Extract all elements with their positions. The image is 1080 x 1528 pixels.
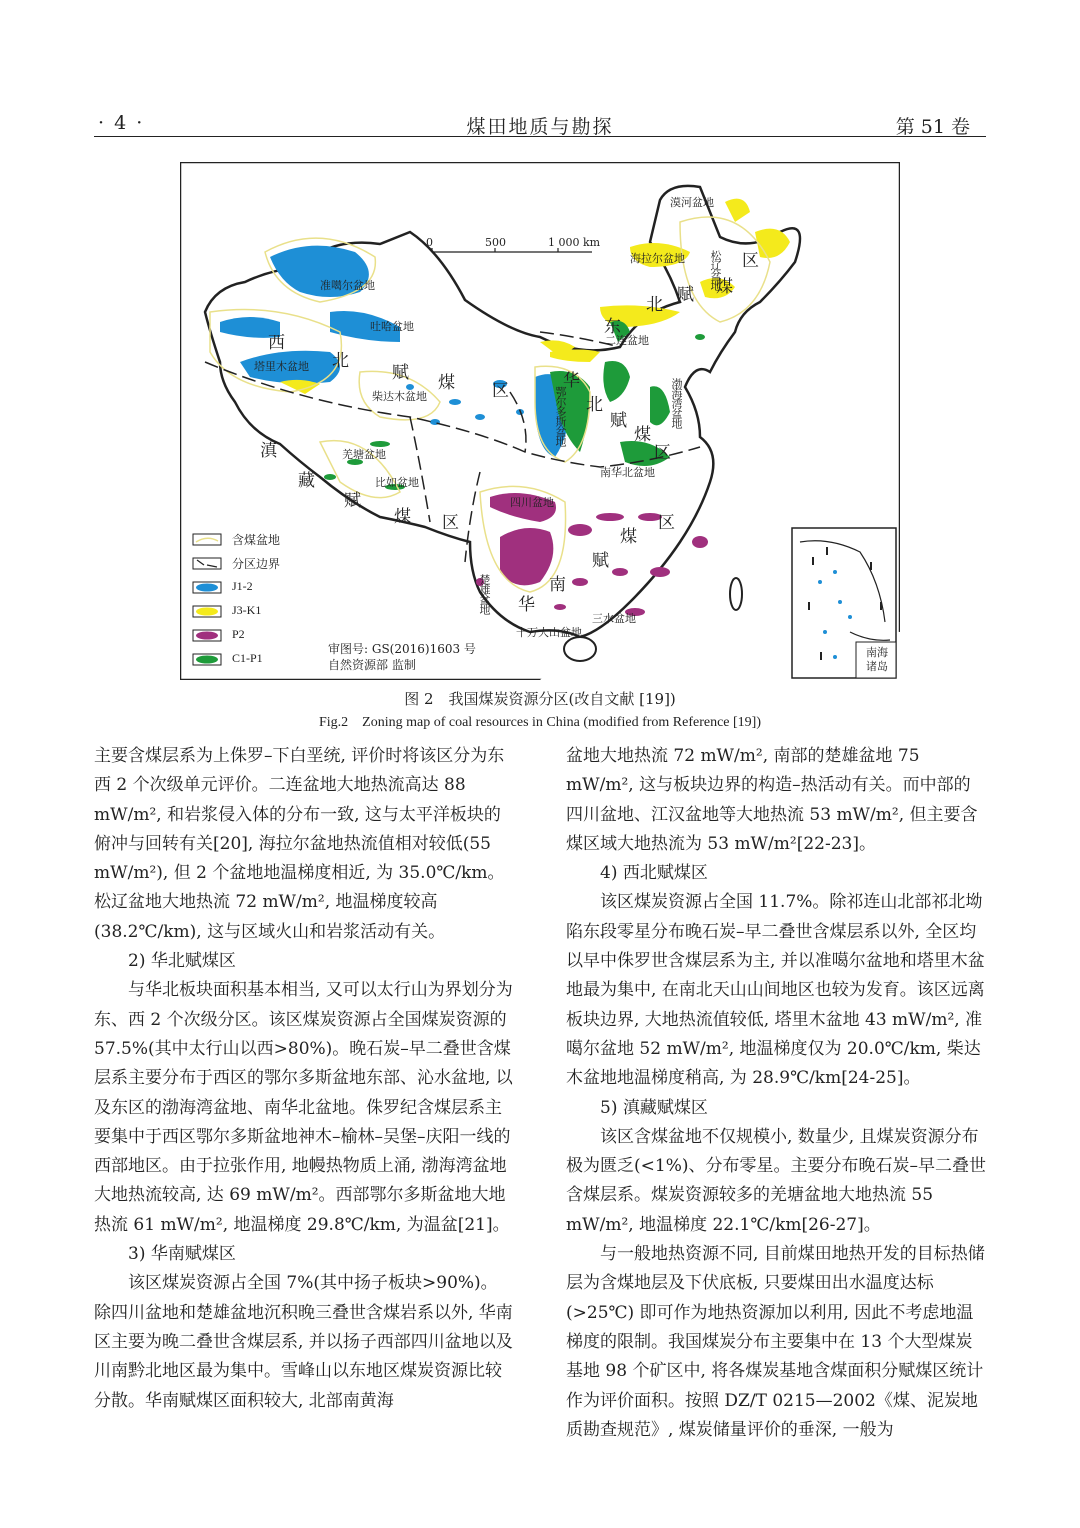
basin-label: 十万大山盆地 [516, 626, 582, 639]
basin-label: 塔里木盆地 [254, 360, 309, 373]
approval-number: 审图号: GS(2016)1603 号 [328, 642, 476, 656]
coal-zoning-map [180, 162, 900, 680]
left-column [94, 742, 514, 1416]
journal-title: 煤田地质与勘探 [466, 116, 614, 138]
p2-swatch [192, 629, 222, 642]
basin-label: 羌塘盆地 [342, 448, 386, 461]
zone-char: 北 [332, 351, 349, 371]
legend-label: C1-P1 [232, 651, 263, 665]
coal-basin-swatch [192, 533, 222, 546]
zone-char: 煤 [394, 507, 411, 527]
figure-caption-en: Fig.2 Zoning map of coal resources in China (modified from Reference [19]) [318, 715, 762, 730]
basin-label: 鄂尔多斯盆地 [554, 386, 567, 446]
zone-char: 东 [604, 317, 621, 337]
zone-char: 煤 [634, 425, 651, 445]
zone-char: 藏 [298, 471, 315, 491]
page-number: · 4 · [98, 112, 145, 134]
paragraph: 该区煤炭资源占全国 7%(其中扬子板块>90%)。除四川盆地和楚雄盆地沉积晚三叠世含煤岩系以外, 华南区主要为晚二叠世含煤层系, 并以扬子西部四川盆地以及川南黔北地区最为集中。雪峰山以东地区煤炭资源比较分散。华南赋煤区面积较大, 北部南黄海 [94, 1273, 513, 1411]
volume-number: 第 51 卷 [895, 116, 970, 138]
map-graphic [180, 162, 900, 680]
basin-label: 漠河盆地 [670, 196, 714, 209]
zone-char: 区 [742, 251, 759, 271]
figure-caption-cn: 图 2 我国煤炭资源分区(改自文献 [19]) [404, 690, 676, 708]
zone-char: 滇 [260, 441, 277, 461]
basin-label: 准噶尔盆地 [320, 279, 375, 292]
zone-char: 区 [654, 443, 671, 463]
paragraph: 该区煤炭资源占全国 11.7%。除祁连山北部祁北坳陷东段零星分布晚石炭–早二叠世含煤层系以外, 全区均以早中侏罗世含煤层系为主, 并以准噶尔盆地和塔里木盆地最为集中, 在南北天山山间地区也较为发育。该区远离板块边界, 大地热流值较低, 塔里木盆地 43 mW/m², 准噶尔盆地 52 mW/m², 地温梯度仅为 20.0℃/km, 柴达木盆地地温梯度稍高, 为 28.9℃/km[24-25]。 [566, 892, 985, 1089]
scale-label-1000: 1 000 km [548, 236, 601, 249]
scale-label-0: 0 [426, 236, 433, 249]
basin-label: 松辽盆地 [709, 250, 722, 290]
right-column [566, 742, 986, 1445]
section-heading: 4) 西北赋煤区 [600, 863, 708, 884]
basin-label: 柴达木盆地 [372, 390, 427, 403]
zone-char: 华 [518, 595, 535, 615]
basin-label: 二连盆地 [605, 334, 649, 347]
basin-label: 吐哈盆地 [370, 320, 414, 333]
legend-label: 分区边界 [232, 557, 281, 571]
zone-char: 区 [658, 513, 675, 533]
zone-char: 赋 [677, 285, 694, 305]
approval-authority: 自然资源部 监制 [328, 658, 416, 672]
legend-label: J3-K1 [232, 603, 262, 617]
zone-char: 赋 [392, 363, 409, 383]
basin-label: 三水盆地 [592, 612, 636, 625]
zone-char: 赋 [344, 491, 361, 511]
legend-label: P2 [232, 627, 245, 641]
zone-char: 煤 [620, 527, 637, 547]
paragraph: 与华北板块面积基本相当, 又可以太行山为界划分为东、西 2 个次级分区。该区煤炭资源占全国煤炭资源的 57.5%(其中太行山以西>80%)。晚石炭–早二叠世含煤层系主要分布于西区的鄂尔多斯盆地东部、沁水盆地, 以及东区的渤海湾盆地、南华北盆地。侏罗纪含煤层系主要集中于西区鄂尔多斯盆地神木–榆林–吴堡–庆阳一线的西部地区。由于拉张作用, 地幔热物质上涌, 渤海湾盆地大地热流较高, 达 69 mW/m²。西部鄂尔多斯盆地大地热流 61 mW/m², 地温梯度 29.8℃/km, 为温盆[21]。 [94, 980, 513, 1235]
header-rule [94, 136, 986, 137]
inset-label: 南海诸岛 [866, 646, 888, 673]
map-approval-note [328, 641, 476, 673]
zone-char: 北 [646, 295, 663, 315]
c1p1-swatch [192, 653, 222, 666]
section-heading: 5) 滇藏赋煤区 [600, 1097, 708, 1118]
section-heading: 2) 华北赋煤区 [128, 951, 236, 972]
basin-label: 渤海湾盆地 [670, 378, 683, 428]
paragraph: 主要含煤层系为上侏罗–下白垩统, 评价时将该区分为东西 2 个次级单元评价。二连盆地大地热流高达 88 mW/m², 和岩浆侵入体的分布一致, 这与太平洋板块的俯冲与回转有关[20], 海拉尔盆地热流值相对较低(55 mW/m²), 但 2 个盆地地温梯度相近, 为 35.0℃/km。松辽盆地大地热流 72 mW/m², 地温梯度较高(38.2℃/km), 这与区域火山和岩浆活动有关。 [94, 746, 505, 942]
page-header [94, 108, 986, 138]
basin-label: 海拉尔盆地 [630, 252, 685, 265]
zone-char: 南 [549, 575, 566, 595]
zone-char: 煤 [716, 277, 733, 297]
zone-char: 西 [268, 333, 285, 353]
legend-label: 含煤盆地 [232, 533, 281, 547]
scale-label-500: 500 [485, 236, 506, 249]
paragraph: 盆地大地热流 72 mW/m², 南部的楚雄盆地 75 mW/m², 这与板块边界的构造–热活动有关。而中部的四川盆地、江汉盆地等大地热流 53 mW/m², 但主要含煤区域大地热流为 53 mW/m²[22-23]。 [566, 746, 978, 854]
section-heading: 3) 华南赋煤区 [128, 1244, 236, 1265]
j3k1-swatch [192, 605, 222, 618]
basin-label: 南华北盆地 [600, 466, 655, 479]
legend-label: J1-2 [232, 579, 253, 593]
zone-char: 赋 [610, 411, 627, 431]
basin-label: 四川盆地 [510, 496, 554, 509]
paragraph: 该区含煤盆地不仅规模小, 数量少, 且煤炭资源分布极为匮乏(<1%)、分布零星。主要分布晚石炭–早二叠世含煤层系。煤炭资源较多的羌塘盆地大地热流 55 mW/m², 地温梯度 22.1℃/km[26-27]。 [566, 1126, 986, 1235]
basin-label: 比如盆地 [375, 476, 419, 489]
zone-char: 北 [586, 395, 603, 415]
basin-label: 楚雄盆地 [478, 574, 491, 614]
zone-char: 赋 [592, 551, 609, 571]
j12-swatch [192, 581, 222, 594]
paragraph: 与一般地热资源不同, 目前煤田地热开发的目标热储层为含煤地层及下伏底板, 只要煤田出水温度达标(>25℃) 即可作为地热资源加以利用, 因此不考虑地温梯度的限制。我国煤炭分布主要集中在 13 个大型煤炭基地 98 个矿区中, 将各煤炭基地含煤面积分赋煤区统计作为评价面积。按照 DZ/T 0215—2002《煤、泥炭地质勘查规范》, 煤炭储量评价的垂深, 一般为 [566, 1244, 985, 1440]
zone-char: 区 [492, 381, 509, 401]
zone-char: 华 [563, 371, 580, 391]
zone-char: 区 [442, 513, 459, 533]
zone-char: 煤 [438, 373, 455, 393]
zone-boundary-swatch [192, 557, 222, 570]
